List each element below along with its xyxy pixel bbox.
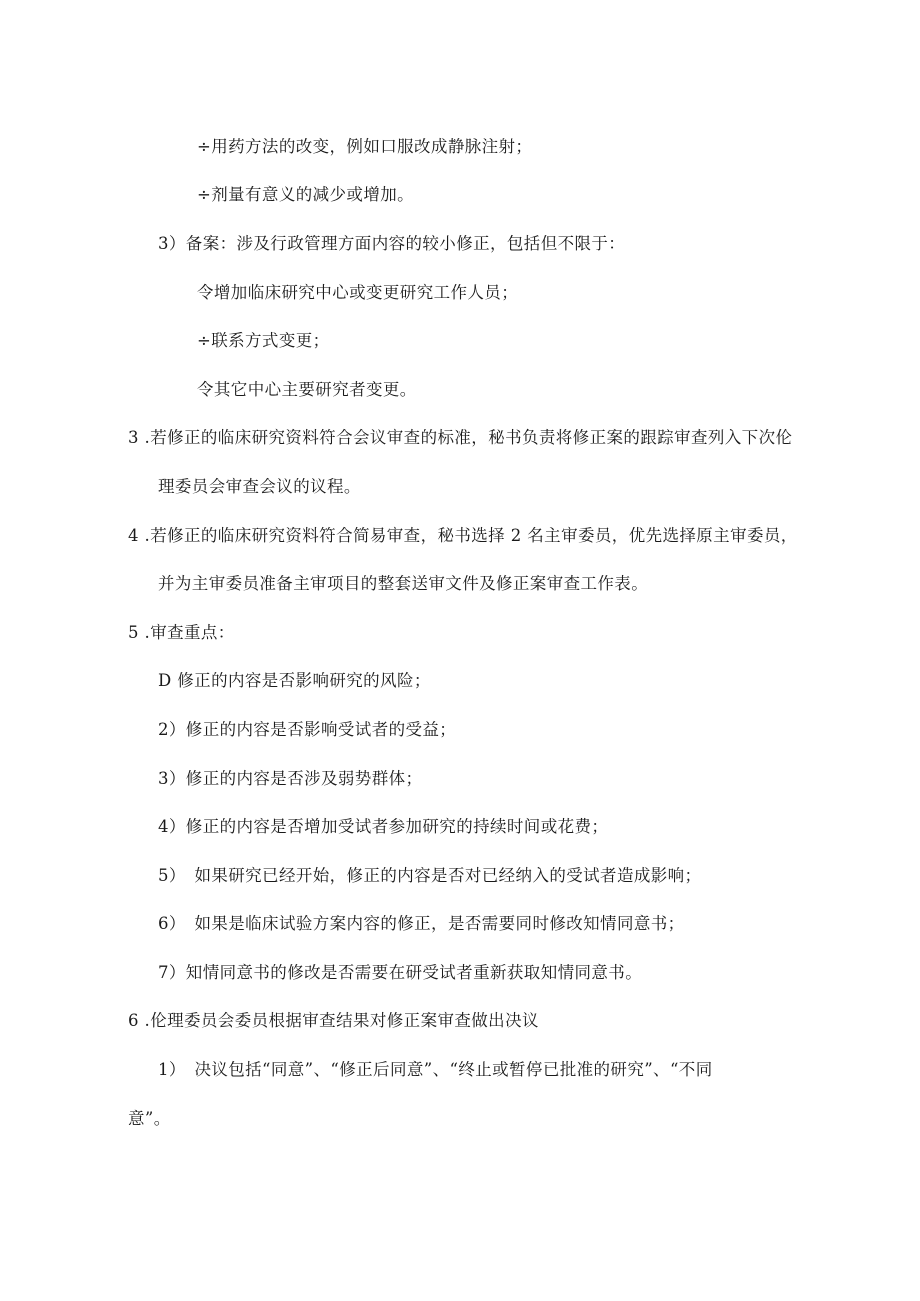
section-4-line-2: 并为主审委员准备主审项目的整套送审文件及修正案审查工作表。 bbox=[158, 574, 649, 593]
section-3-line-1: 3 .若修正的临床研究资料符合会议审查的标准，秘书负责将修正案的跟踪审查列入下次伦 bbox=[128, 428, 793, 447]
review-point-5: 5） 如果研究已经开始，修正的内容是否对已经纳入的受试者造成影响； bbox=[158, 866, 702, 885]
review-point-3: 3）修正的内容是否涉及弱势群体； bbox=[158, 769, 423, 788]
bullet-add-center: 令增加临床研究中心或变更研究工作人员； bbox=[197, 283, 519, 302]
bullet-dose-change: ÷剂量有意义的减少或增加。 bbox=[197, 185, 415, 204]
review-point-2: 2）修正的内容是否影响受试者的受益； bbox=[158, 720, 457, 739]
section-5-heading: 5 .审查重点： bbox=[128, 623, 235, 642]
item-filing: 3）备案：涉及行政管理方面内容的较小修正，包括但不限于： bbox=[158, 234, 626, 253]
section-6-heading: 6 .伦理委员会委员根据审查结果对修正案审查做出决议 bbox=[128, 1011, 539, 1030]
bullet-pi-change: 令其它中心主要研究者变更。 bbox=[197, 380, 417, 399]
bullet-contact-change: ÷联系方式变更； bbox=[197, 331, 330, 350]
review-point-4: 4）修正的内容是否增加受试者参加研究的持续时间或花费； bbox=[158, 817, 609, 836]
section-3-line-2: 理委员会审查会议的议程。 bbox=[158, 477, 361, 496]
review-point-1: D 修正的内容是否影响研究的风险； bbox=[158, 671, 431, 690]
section-4-line-1: 4 .若修正的临床研究资料符合简易审查，秘书选择 2 名主审委员，优先选择原主审委员， bbox=[128, 526, 798, 545]
bullet-dosage-route-change: ÷用药方法的改变，例如口服改成静脉注射； bbox=[197, 137, 533, 156]
review-point-6: 6） 如果是临床试验方案内容的修正，是否需要同时修改知情同意书； bbox=[158, 914, 685, 933]
review-point-7: 7）知情同意书的修改是否需要在研受试者重新获取知情同意书。 bbox=[158, 963, 643, 982]
decision-item-1: 1） 决议包括“同意”、“修正后同意”、“终止或暂停已批准的研究”、“不同 bbox=[158, 1060, 713, 1079]
decision-item-1-continued: 意”。 bbox=[128, 1109, 171, 1128]
